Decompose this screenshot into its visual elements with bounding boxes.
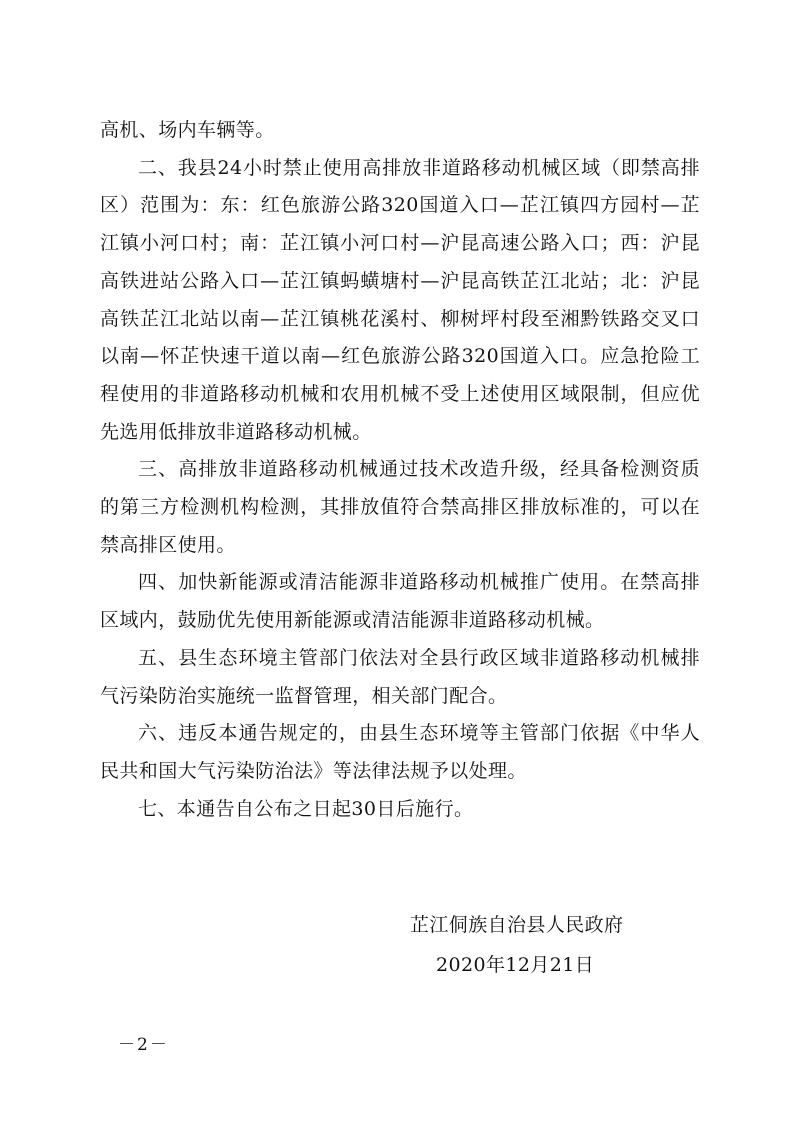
paragraph-item-2: 二、我县24小时禁止使用高排放非道路移动机械区域（即禁高排区）范围为：东：红色旅游公路320国道入口—芷江镇四方园村—芷江镇小河口村；南：芷江镇小河口村—沪昆高速公路入口；西：沪昆高铁进站公路入口—芷江镇蚂蟥塘村—沪昆高铁芷江北站；北：沪昆高铁芷江北站以南—芷江镇桃花溪村、柳树坪村段至湘黔铁路交叉口以南—怀芷快速干道以南—红色旅游公路320国道入口。应急抢险工程使用的非道路移动机械和农用机械不受上述使用区域限制，但应优先选用低排放非道路移动机械。 — [100, 156, 700, 443]
paragraph-item-5: 五、县生态环境主管部门依法对全县行政区域非道路移动机械排气污染防治实施统一监督管理，相关部门配合。 — [100, 646, 700, 707]
page-number: －2－ — [118, 1035, 169, 1055]
paragraph-item-6: 六、违反本通告规定的，由县生态环境等主管部门依据《中华人民共和国大气污染防治法》等法律法规予以处理。 — [100, 722, 700, 782]
paragraph-item-4: 四、加快新能源或清洁能源非道路移动机械推广使用。在禁高排区域内，鼓励优先使用新能源或清洁能源非道路移动机械。 — [100, 571, 700, 632]
paragraph-continuation: 高机、场内车辆等。 — [100, 119, 275, 141]
document-body — [100, 112, 700, 828]
signature-date: 2020年12月21日 — [436, 954, 595, 976]
paragraph-item-3: 三、高排放非道路移动机械通过技术改造升级，经具备检测资质的第三方检测机构检测，其排放值符合禁高排区排放标准的，可以在禁高排区使用。 — [100, 458, 700, 556]
signature-organization: 芷江侗族自治县人民政府 — [410, 914, 624, 936]
paragraph-item-7: 七、本通告自公布之日起30日后施行。 — [138, 797, 474, 820]
